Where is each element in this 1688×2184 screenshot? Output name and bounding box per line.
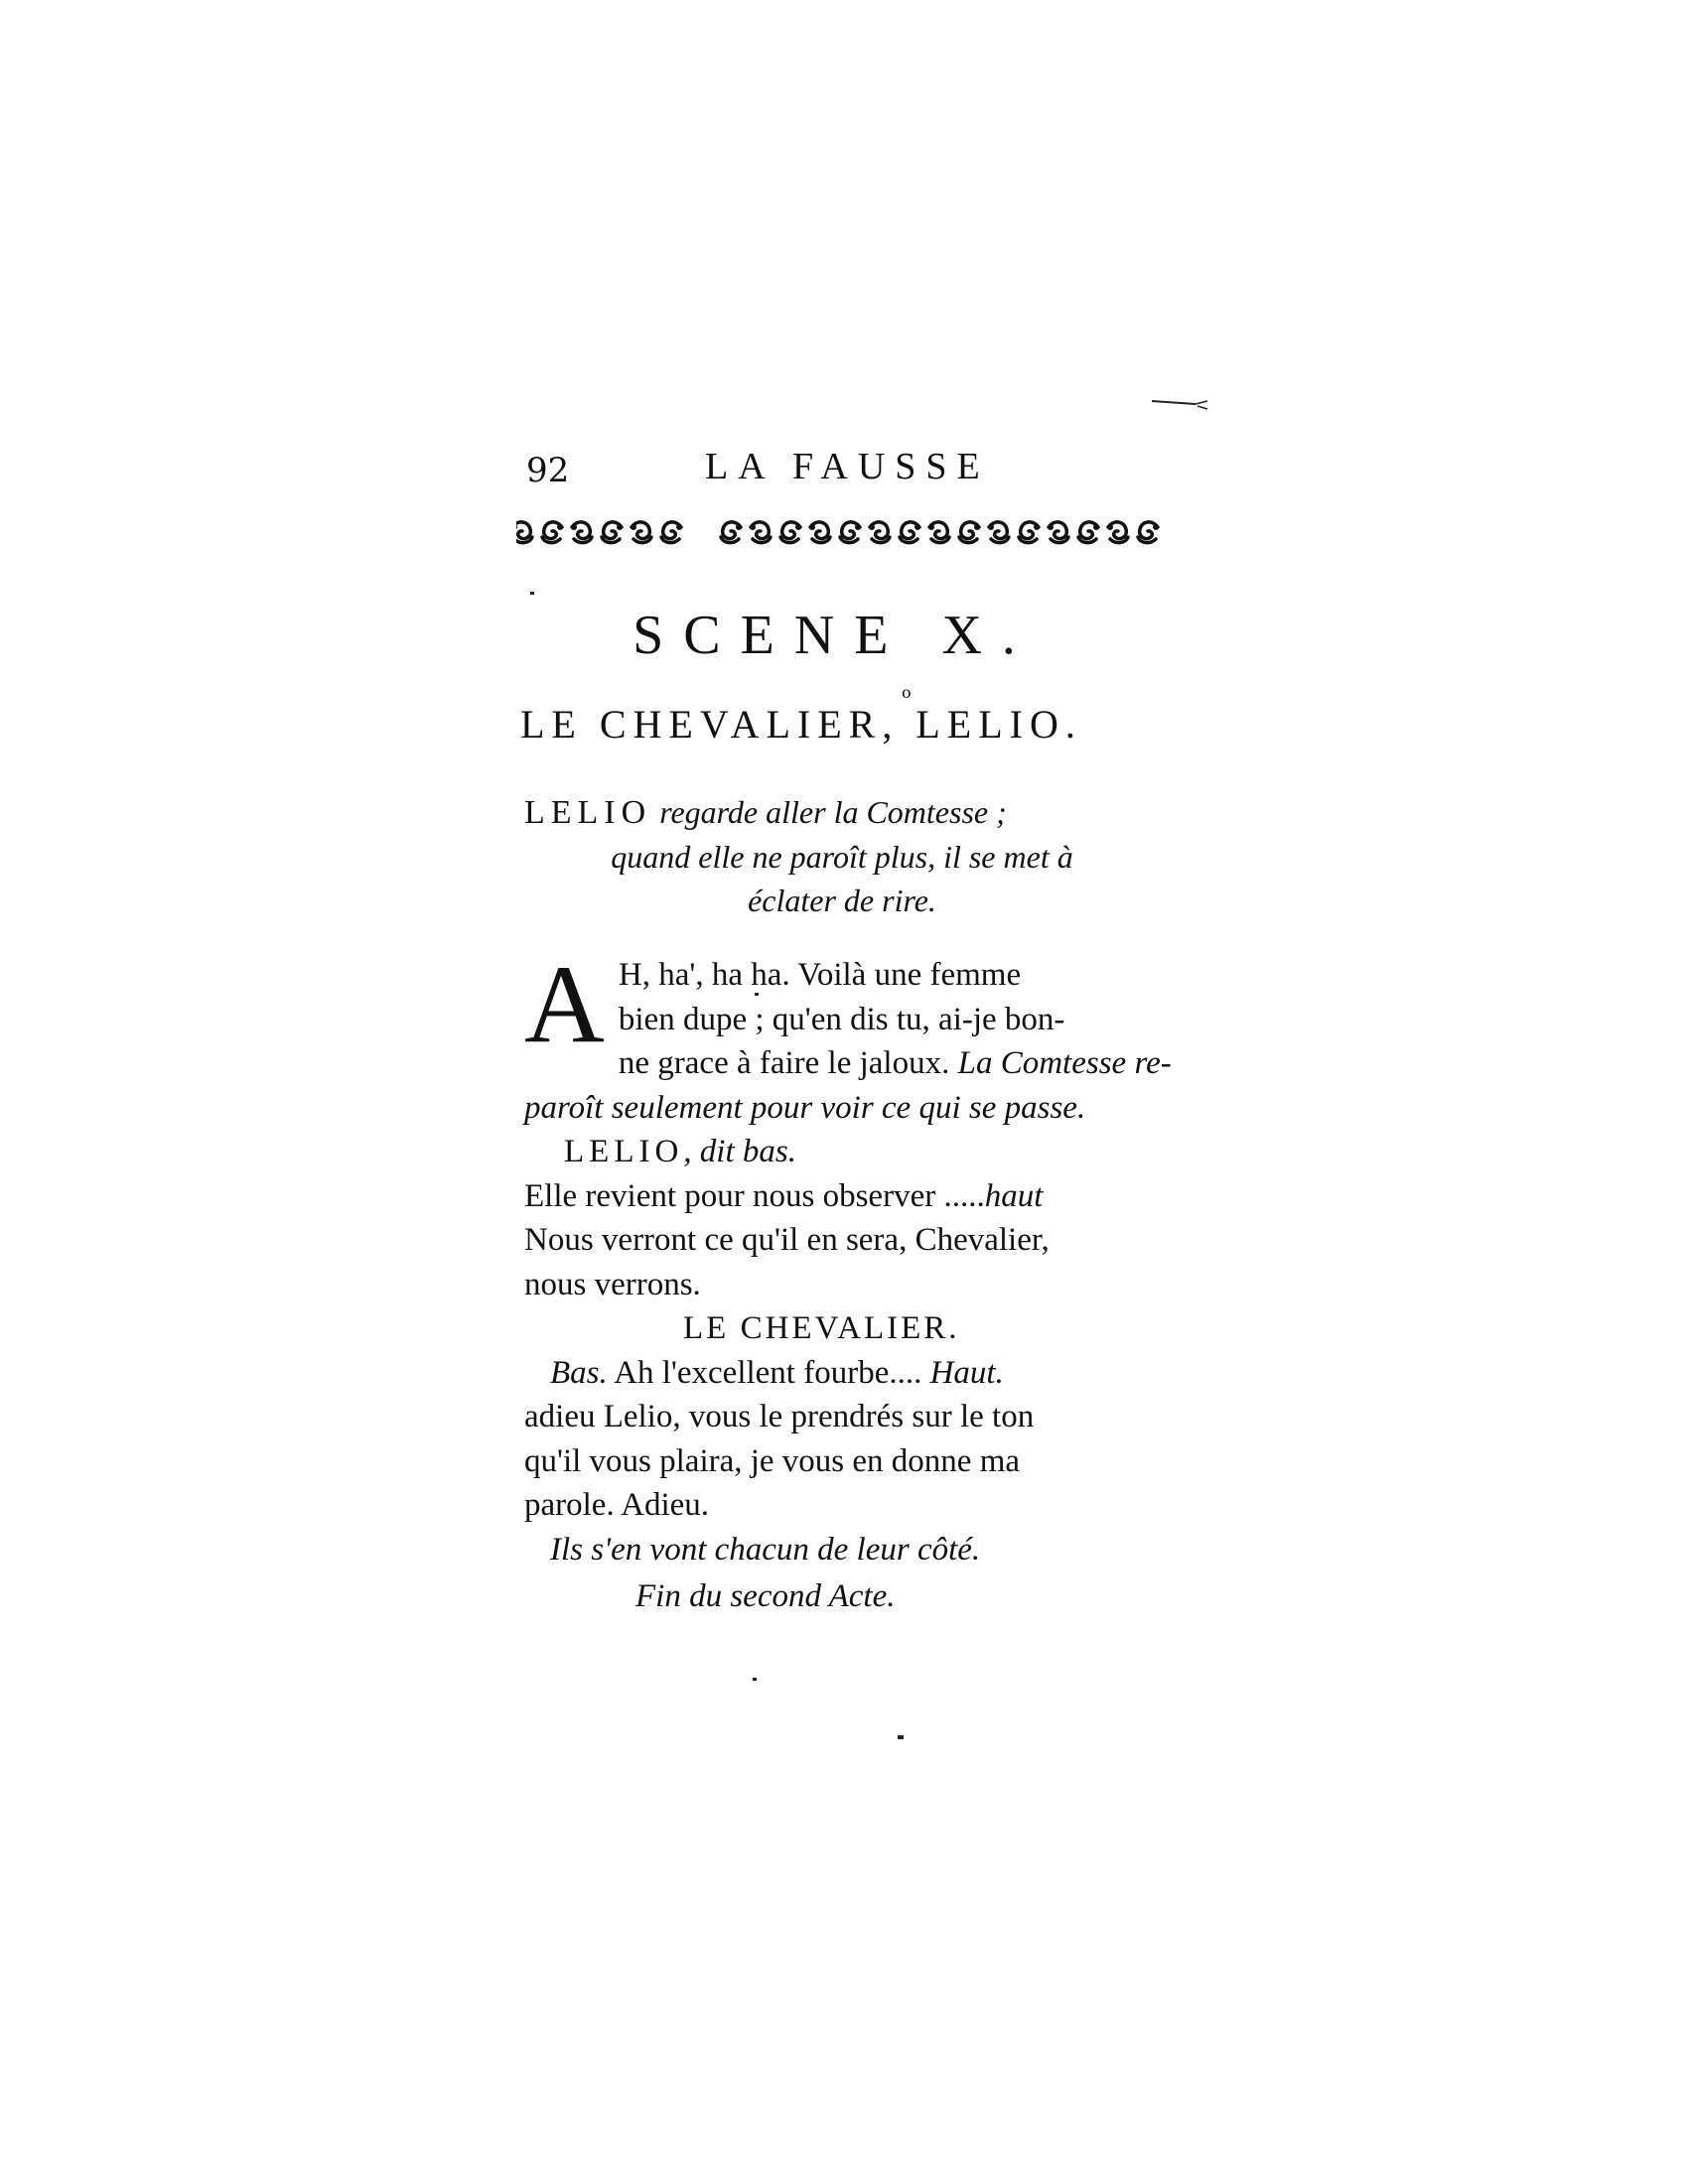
printer-mark: o	[902, 683, 912, 702]
print-speck	[530, 592, 534, 595]
speech-line: bien dupe ; qu'en dis tu, ai-je bon-	[618, 1001, 1065, 1037]
speech-block	[524, 943, 1172, 1571]
speaker-label-lelio: LELIO, dit bas.	[564, 1134, 796, 1169]
fleuron	[928, 522, 949, 543]
speech-line: ne grace à faire le jaloux. La Comtesse re-	[618, 1045, 1172, 1081]
print-speck	[753, 1678, 757, 1681]
fleuron	[1107, 522, 1128, 543]
stage-direction	[524, 790, 1160, 922]
speaker-label-chevalier: LE CHEVALIER.	[683, 1310, 960, 1346]
drop-cap: A	[524, 943, 605, 1066]
speech-line: adieu Lelio, vous le prendrés sur le ton	[524, 1399, 1035, 1434]
fleuron	[1048, 522, 1068, 543]
fleuron	[661, 522, 682, 543]
fleuron	[869, 522, 890, 543]
fleuron	[631, 522, 651, 543]
edge-smudge	[1152, 397, 1211, 411]
speech-line: parole. Adieu.	[524, 1487, 710, 1523]
stage-direction-speaker: LELIO	[524, 794, 652, 831]
fleuron	[959, 522, 980, 543]
fleuron	[780, 522, 801, 543]
fleuron	[1138, 522, 1159, 543]
end-of-act: Fin du second Acte.	[635, 1578, 896, 1614]
stage-direction-line-1: LELIO regarde aller la Comtesse ;	[524, 794, 1007, 831]
scene-title: SCENE X.	[633, 605, 1036, 666]
speech-line: qu'il vous plaira, je vous en donne ma	[524, 1442, 1021, 1479]
fleuron	[750, 522, 771, 543]
speech-line: Elle revient pour nous observer .....haut	[524, 1177, 1044, 1214]
stage-direction-line-2: quand elle ne paroît plus, il se met à	[611, 839, 1073, 875]
speech-line: nous verrons.	[524, 1266, 701, 1302]
fleuron	[900, 522, 920, 543]
speech-line: Nous verront ce qu'il en sera, Chevalier,	[524, 1222, 1050, 1258]
speech-line: Bas. Ah l'excellent fourbe.... Haut.	[550, 1354, 1004, 1391]
fleuron	[840, 522, 861, 543]
page-number: 92	[526, 451, 570, 490]
fleuron	[516, 522, 532, 543]
speech-line: paroît seulement pour voir ce qui se passe.	[524, 1089, 1086, 1126]
character-list: LE CHEVALIER, LELIO.	[520, 702, 1082, 747]
print-speck	[755, 993, 759, 996]
fleuron	[988, 522, 1009, 543]
fleuron	[571, 522, 592, 543]
running-title: LA FAUSSE	[705, 446, 990, 487]
print-speck	[898, 1735, 904, 1739]
stage-direction-line-3: éclater de rire.	[748, 883, 936, 918]
fleuron	[602, 522, 623, 543]
running-head	[526, 445, 1182, 504]
exit-direction: Ils s'en vont chacun de leur côté.	[550, 1531, 981, 1568]
fleuron	[809, 522, 830, 543]
fleuron	[542, 522, 563, 543]
speech-line: H, ha', ha ha. Voilà une femme	[618, 957, 1022, 993]
fleuron	[1019, 522, 1040, 543]
fleuron	[1078, 522, 1099, 543]
fleuron	[721, 522, 742, 543]
fleuron-band-icon	[516, 508, 1172, 558]
